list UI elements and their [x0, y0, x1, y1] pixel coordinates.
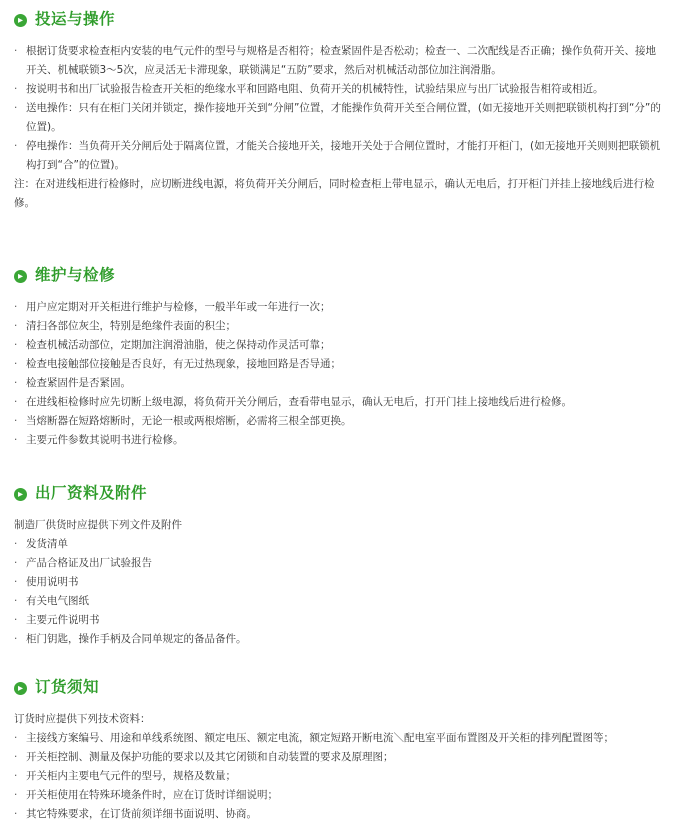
- list-item: · 检查机械活动部位，定期加注润滑油脂，使之保持动作灵活可靠；: [14, 339, 331, 351]
- list-item: · 开关柜内主要电气元件的型号，规格及数量；: [14, 770, 236, 782]
- list-item: · 送电操作：只有在柜门关闭并锁定，操作接地开关到“分闸”位置，才能操作负荷开关至合闸位置，(如无接地开关则把联锁机构打到“分”的位置)。: [14, 102, 661, 133]
- list-item: · 在进线柜检修时应先切断上级电源，将负荷开关分闸后，查看带电显示，确认无电后，打开门挂上接地线后进行检修。: [14, 396, 572, 408]
- section-title: 出厂资料及附件: [35, 484, 148, 502]
- list-item: · 其它特殊要求，在订货前须详细书面说明、协商。: [14, 808, 257, 820]
- section-intro: 订货时应提供下列技术资料：: [14, 713, 151, 725]
- section-heading: [0, 6, 673, 32]
- green-circle-bullet-icon: ▸: [14, 682, 27, 695]
- list-item: · 开关柜控制、测量及保护功能的要求以及其它闭锁和自动装置的要求及原理图；: [14, 751, 394, 763]
- list-item: · 主要元件参数其说明书进行检修。: [14, 434, 184, 446]
- section-heading: [0, 480, 673, 506]
- section-title: 投运与操作: [35, 10, 116, 28]
- list-item: · 检查紧固件是否紧固。: [14, 377, 131, 389]
- list-item: · 开关柜使用在特殊环境条件时，应在订货时详细说明；: [14, 789, 278, 801]
- list-item: · 有关电气图纸: [14, 595, 89, 607]
- green-circle-bullet-icon: ▸: [14, 488, 27, 501]
- list-item: · 停电操作：当负荷开关分闸后处于隔离位置，才能关合接地开关，接地开关处于合闸位置时，才能打开柜门，(如无接地开关则则把联锁机构打到“合”的位置)。: [14, 140, 661, 171]
- section-heading: [0, 262, 673, 288]
- list-item: · 按说明书和出厂试验报告检查开关柜的绝缘水平和回路电阻、负荷开关的机械特性，试验结果应与出厂试验报告相符或相近。: [14, 83, 604, 95]
- section-body: [0, 298, 673, 450]
- list-item: · 清扫各部位灰尘，特别是绝缘件表面的积尘；: [14, 320, 236, 332]
- section-body: [0, 710, 673, 824]
- section-title: 订货须知: [35, 678, 100, 696]
- section-body: [0, 42, 673, 213]
- green-circle-bullet-icon: ▸: [14, 270, 27, 283]
- list-item: · 主接线方案编号、用途和单线系统图、额定电压、额定电流，额定短路开断电流＼配电室平面布置图及开关柜的排列配置图等；: [14, 732, 614, 744]
- section-title: 维护与检修: [35, 266, 116, 284]
- section-heading: [0, 674, 673, 700]
- list-item: · 柜门钥匙，操作手柄及合同单规定的备品备件。: [14, 633, 247, 645]
- list-item: · 根据订货要求检查柜内安装的电气元件的型号与规格是否相符；检查紧固件是否松动；检查一、二次配线是否正确；操作负荷开关、接地开关、机械联锁3～5次，应灵活无卡滞现象，联锁满足“五防”要求，然后对机械活动部位加注润滑脂。: [14, 45, 656, 76]
- section-operation: [0, 6, 673, 213]
- list-item: · 发货清单: [14, 538, 68, 550]
- list-item: · 当熔断器在短路熔断时，无论一根或两根熔断，必需将三根全部更换。: [14, 415, 352, 427]
- list-item: · 检查电接触部位接触是否良好，有无过热现象，接地回路是否导通；: [14, 358, 341, 370]
- list-item: · 主要元件说明书: [14, 614, 100, 626]
- green-circle-bullet-icon: ▸: [14, 14, 27, 27]
- section-ordering-notes: [0, 674, 673, 824]
- section-body: [0, 516, 673, 649]
- list-item: · 产品合格证及出厂试验报告: [14, 557, 152, 569]
- list-item: · 用户应定期对开关柜进行维护与检修，一般半年或一年进行一次；: [14, 301, 331, 313]
- section-factory-documents: [0, 480, 673, 649]
- note-text: 注：在对进线柜进行检修时，应切断进线电源，将负荷开关分闸后，同时检查柜上带电显示，确认无电后，打开柜门并挂上接地线后进行检修。: [14, 178, 655, 209]
- section-intro: 制造厂供货时应提供下列文件及附件: [14, 519, 182, 531]
- list-item: · 使用说明书: [14, 576, 79, 588]
- section-maintenance: [0, 262, 673, 450]
